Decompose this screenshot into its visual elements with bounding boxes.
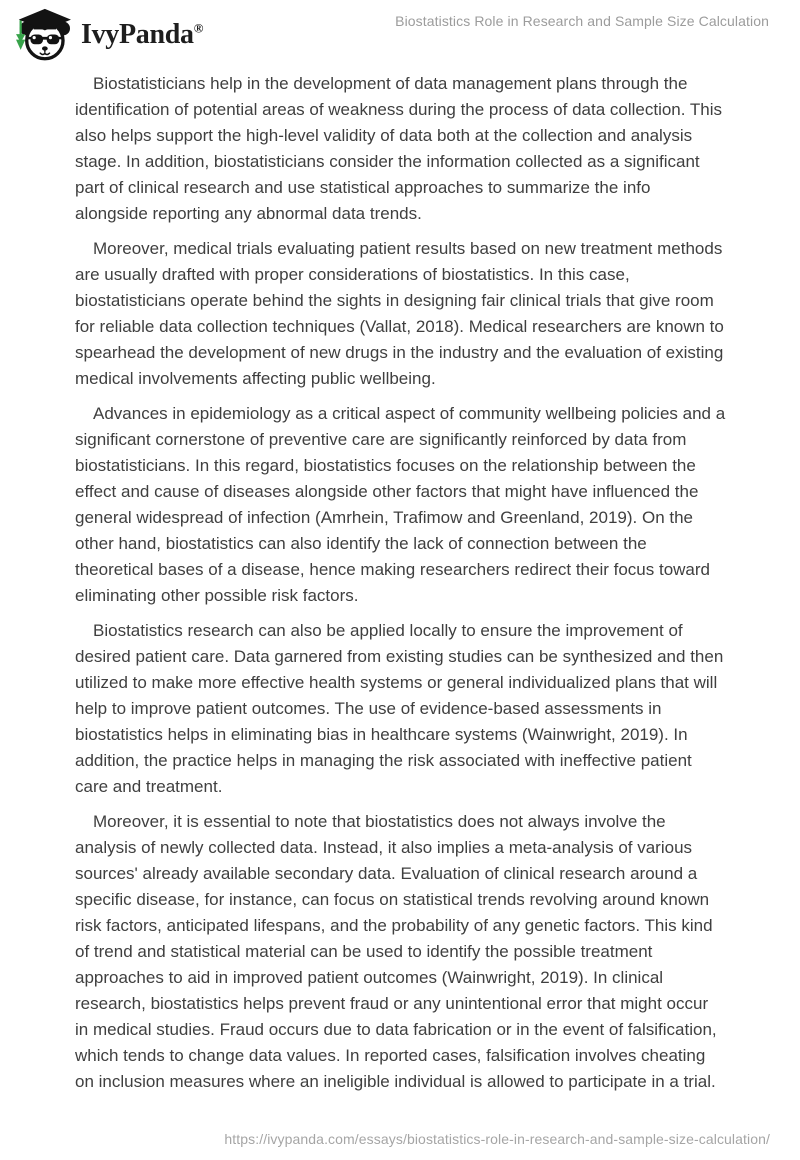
essay-body bbox=[75, 71, 726, 1104]
brand-wordmark: IvyPanda bbox=[81, 19, 194, 50]
registered-mark: ® bbox=[193, 20, 204, 36]
paragraph-3: Advances in epidemiology as a critical aspect of community wellbeing policies and a significant cornerstone of preventive care are significantly reinforced by data from biostatisticians. In this regard, biostatistics focuses on the relationship between the effect and cause of diseases alongside other factors that might have influenced the general widespread of infection (Amrhein, Trafimow and Greenland, 2019). On the other hand, biostatistics can also identify the lack of connection between the theoretical bases of a disease, hence making researchers redirect their focus toward eliminating other possible risk factors. bbox=[75, 404, 726, 605]
paragraph-5: Moreover, it is essential to note that biostatistics does not always involve the analysis of newly collected data. Instead, it also implies a meta-analysis of various sources' already available secondary data. Evaluation of clinical research around a specific disease, for instance, can focus on statistical trends revolving around known risk factors, anticipated lifespans, and the probability of any genetic factors. This kind of trend and statistical material can be used to identify the possible treatment approaches to aid in improved patient outcomes (Wainwright, 2019). In clinical research, biostatistics helps prevent fraud or any unintentional error that might occur in medical studies. Fraud occurs due to data fabrication or in the event of falsification, which tends to change data values. In reported cases, falsification involves cheating on inclusion measures where an ineligible individual is allowed to participate in a trial. bbox=[75, 812, 717, 1091]
document-title: Biostatistics Role in Research and Sample Size Calculation bbox=[395, 13, 769, 29]
panda-graduation-cap-icon bbox=[14, 8, 72, 62]
brand-name bbox=[81, 21, 203, 49]
brand bbox=[14, 8, 203, 62]
paragraph-4: Biostatistics research can also be applied locally to ensure the improvement of desired patient care. Data garnered from existing studies can be synthesized and then utilized to make more effective health systems or general individualized plans that will help to improve patient outcomes. The use of evidence-based assessments in biostatistics helps in eliminating bias in healthcare systems (Wainwright, 2019). In addition, the practice helps in managing the risk associated with ineffective patient care and treatment. bbox=[75, 621, 724, 796]
paragraph-2: Moreover, medical trials evaluating patient results based on new treatment methods are usually drafted with proper considerations of biostatistics. In this case, biostatisticians operate behind the sights in designing fair clinical trials that give room for reliable data collection techniques (Vallat, 2018). Medical researchers are known to spearhead the development of new drugs in the industry and the evaluation of existing medical involvements affecting public wellbeing. bbox=[75, 239, 724, 388]
paragraph-1: Biostatisticians help in the development of data management plans through the identification of potential areas of weakness during the process of data collection. This also helps support the high-level validity of data both at the collection and analysis stage. In addition, biostatisticians consider the information collected as a significant part of clinical research and use statistical approaches to summarize the info alongside reporting any abnormal data trends. bbox=[75, 74, 723, 223]
source-url: https://ivypanda.com/essays/biostatistics-role-in-research-and-sample-size-calculation/ bbox=[224, 1131, 770, 1147]
